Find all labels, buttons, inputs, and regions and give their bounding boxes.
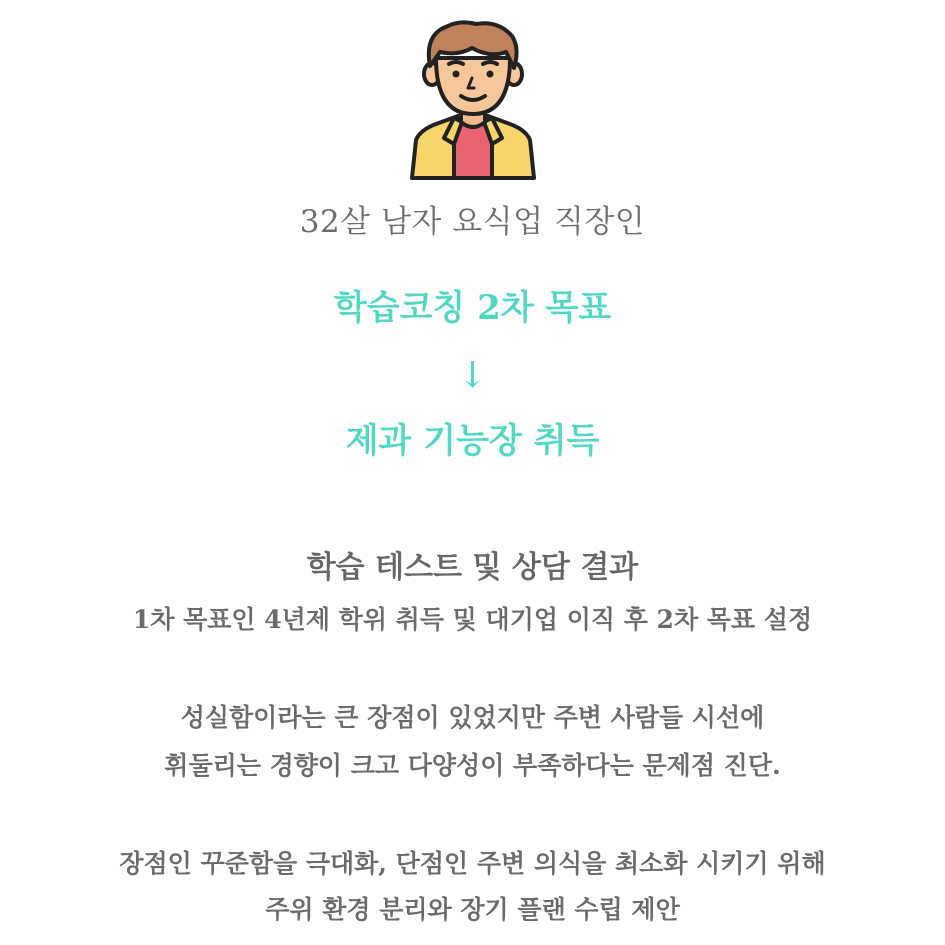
persona-description: 32살 남자 요식업 직장인 (299, 204, 646, 240)
target-certification: 제과 기능장 취득 (345, 421, 600, 461)
result-paragraph-1: 1차 목표인 4년제 학위 취득 및 대기업 이직 후 2차 목표 설정 (132, 605, 813, 634)
result-paragraph-3-line-1: 장점인 꾸준함을 극대화, 단점인 주변 의식을 최소화 시키기 위해 (119, 849, 826, 878)
coaching-goal-title: 학습코칭 2차 목표 (333, 288, 612, 328)
result-paragraph-2-line-1: 성실함이라는 큰 장점이 있었지만 주변 사람들 시선에 (180, 703, 765, 732)
result-paragraph-3-line-2: 주위 환경 분리와 장기 플랜 수립 제안 (265, 895, 680, 924)
result-section-title: 학습 테스트 및 상담 결과 (306, 550, 639, 585)
young-man-avatar-icon (406, 18, 540, 180)
down-arrow-icon: ↓ (457, 355, 488, 396)
result-paragraph-2-line-2: 휘둘리는 경향이 크고 다양성이 부족하다는 문제점 진단. (164, 751, 781, 780)
